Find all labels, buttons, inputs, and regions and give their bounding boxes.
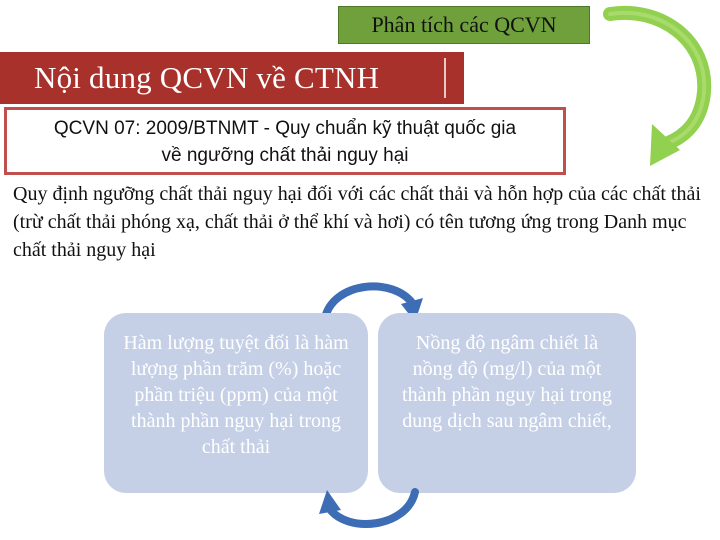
page-title: Nội dung QCVN về CTNH	[34, 60, 380, 95]
card-leaching-text: Nồng độ ngâm chiết là nồng độ (mg/l) của một thành phần nguy hại trong dung dịch sau ngâm chiết,	[402, 332, 612, 432]
section-tag	[338, 6, 590, 44]
curved-arrow-icon	[580, 0, 720, 175]
description-text: Quy định ngưỡng chất thải nguy hại đối với các chất thải và hỗn hợp của các chất thải (trừ chất thải phóng xạ, chất thải ở thể khí và hơi) có tên tương ứng trong Danh mục chất thải nguy hại	[13, 183, 701, 261]
card-absolute-text: Hàm lượng tuyệt đối là hàm lượng phần trăm (%) hoặc phần triệu (ppm) của một thành phần nguy hại trong chất thải	[123, 332, 349, 458]
regulation-box	[4, 107, 566, 175]
title-bar	[0, 52, 464, 104]
section-tag-label: Phân tích các QCVN	[371, 12, 557, 37]
cycle-arrow-bottom-icon	[315, 480, 425, 540]
regulation-line-2: về ngưỡng chất thải nguy hại	[161, 145, 409, 166]
card-absolute-content	[104, 313, 368, 493]
card-leaching-concentration	[378, 313, 636, 493]
regulation-line-1: QCVN 07: 2009/BTNMT - Quy chuẩn kỹ thuật quốc gia	[53, 118, 517, 139]
title-divider	[444, 58, 446, 98]
